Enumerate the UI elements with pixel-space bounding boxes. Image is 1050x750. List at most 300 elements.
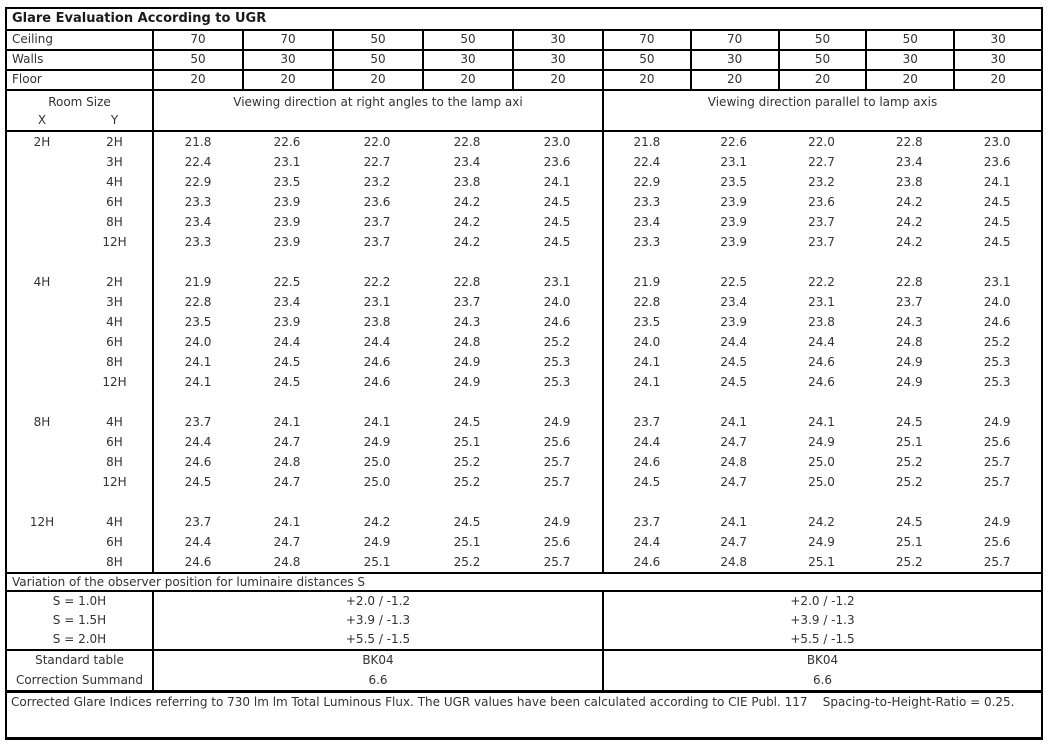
room-x-label [7,352,77,372]
ugr-value: 24.5 [273,375,301,389]
ugr-row [7,352,1041,372]
ugr-value: 23.9 [720,235,748,249]
ugr-value: 25.0 [808,475,835,489]
room-y-label: 12H [102,235,127,249]
ugr-row [7,272,1041,292]
ugr-value: 25.2 [895,475,923,489]
x-header: X [37,113,47,127]
standard-label: Correction Summand [15,672,144,687]
ugr-value: 24.5 [273,355,301,369]
ugr-value: 24.5 [543,215,571,229]
gap-x-cell [7,492,77,512]
ugr-value: 25.6 [983,435,1011,449]
surface-row [7,31,1041,51]
xy-header [7,112,152,128]
room-x-label [7,172,77,192]
ugr-value: 24.6 [152,452,242,472]
s-correction-right: +5.5 / -1.5 [602,630,1041,649]
ugr-value: 25.6 [543,435,571,449]
ugr-value: 23.4 [602,212,690,232]
ugr-value: 25.2 [453,455,481,469]
ugr-value: 25.2 [895,555,923,569]
surface-value: 50 [422,31,512,49]
ugr-value: 25.2 [895,455,923,469]
ugr-value: 25.7 [543,555,571,569]
ugr-value: 24.0 [983,295,1011,309]
ugr-row [7,212,1041,232]
ugr-value: 24.8 [720,555,748,569]
gap-cell [242,252,332,272]
ugr-value: 23.7 [363,235,391,249]
room-x-label [7,552,77,572]
ugr-value: 25.7 [543,455,571,469]
ugr-value: 24.5 [152,472,242,492]
ugr-value: 24.5 [983,215,1011,229]
ugr-value: 24.5 [453,515,481,529]
ugr-value: 24.7 [273,475,301,489]
ugr-value: 24.1 [983,175,1011,189]
room-y-label: 4H [106,415,123,429]
gap-y-cell [77,492,152,512]
ugr-value: 25.1 [363,555,391,569]
ugr-value: 22.8 [453,275,481,289]
room-y-label: 4H [106,315,123,329]
standard-table-rows [7,649,1041,690]
ugr-value: 22.8 [453,135,481,149]
surface-value: 30 [242,51,332,69]
ugr-value: 22.9 [602,172,690,192]
ugr-value: 24.1 [720,515,748,529]
ugr-value: 22.5 [273,275,301,289]
ugr-value: 24.1 [152,372,242,392]
gap-cell [242,392,332,412]
ugr-row [7,132,1041,152]
surface-value: 30 [512,51,602,69]
ugr-value: 23.7 [152,512,242,532]
ugr-value: 25.3 [983,355,1011,369]
room-y-label: 2H [106,275,123,289]
ugr-value: 23.5 [152,312,242,332]
gap-cell [865,492,953,512]
room-x-label [7,452,77,472]
surface-value: 30 [512,31,602,49]
ugr-value: 23.4 [453,155,481,169]
ugr-value: 24.1 [543,175,571,189]
surface-label: Ceiling [12,32,53,46]
ugr-value: 23.6 [543,155,571,169]
ugr-value: 25.2 [453,475,481,489]
ugr-value: 24.4 [602,432,690,452]
surface-value: 20 [512,71,602,89]
ugr-value: 24.9 [808,435,835,449]
surface-label: Floor [12,72,42,86]
ugr-value: 24.5 [720,355,748,369]
ugr-value: 24.1 [152,352,242,372]
ugr-value: 24.8 [453,335,481,349]
room-y-label: 3H [106,295,123,309]
gap-x-cell [7,392,77,412]
room-y-label: 6H [106,535,123,549]
gap-cell [152,492,242,512]
surface-value: 20 [152,71,242,89]
gap-cell [690,392,778,412]
room-x-label: 12H [29,515,55,529]
surface-value: 70 [152,31,242,49]
ugr-value: 25.7 [983,555,1011,569]
ugr-value: 23.7 [152,412,242,432]
ugr-value: 24.5 [543,195,571,209]
ugr-value: 23.3 [602,192,690,212]
ugr-value: 24.4 [808,335,835,349]
ugr-value: 23.9 [720,195,748,209]
room-x-label: 2H [33,135,51,149]
ugr-value: 25.6 [983,535,1011,549]
ugr-value: 25.2 [983,335,1011,349]
ugr-value: 23.7 [363,215,391,229]
ugr-value: 24.4 [363,335,391,349]
room-x-label [7,532,77,552]
gap-y-cell [77,252,152,272]
gap-cell [422,392,512,412]
standard-value-right: BK04 [602,651,1041,671]
ugr-value: 24.2 [453,235,481,249]
ugr-value: 23.4 [273,295,301,309]
surface-value: 20 [242,71,332,89]
ugr-value: 24.2 [453,195,481,209]
ugr-value: 24.9 [808,535,835,549]
surface-value: 20 [953,71,1041,89]
ugr-value: 23.8 [363,315,391,329]
ugr-row [7,232,1041,252]
surface-value: 50 [778,51,866,69]
ugr-value: 25.7 [983,455,1011,469]
ugr-value: 22.0 [363,135,391,149]
s-correction-left: +3.9 / -1.3 [152,611,602,630]
ugr-value: 25.3 [983,375,1011,389]
surface-value: 30 [422,51,512,69]
standard-row [7,671,1041,691]
gap-cell [953,252,1041,272]
gap-cell [778,492,866,512]
observer-distance-row [7,611,1041,630]
surface-value: 20 [690,71,778,89]
gap-cell [953,492,1041,512]
surface-value: 50 [778,31,866,49]
ugr-value: 25.7 [983,475,1011,489]
ugr-value: 22.8 [895,135,923,149]
ugr-value: 25.1 [453,535,481,549]
ugr-value: 24.7 [273,435,301,449]
gap-cell [953,392,1041,412]
gap-cell [778,252,866,272]
room-y-label: 6H [106,195,123,209]
observer-distance-row [7,592,1041,611]
ugr-value: 23.6 [983,155,1011,169]
ugr-row [7,152,1041,172]
ugr-value: 24.5 [895,415,923,429]
surface-value: 20 [422,71,512,89]
surface-value: 50 [602,51,690,69]
ugr-value: 24.0 [602,332,690,352]
room-y-label: 8H [106,355,123,369]
surface-value: 70 [602,31,690,49]
standard-value-right: 6.6 [602,671,1041,691]
ugr-value: 23.2 [363,175,391,189]
room-x-label [7,332,77,352]
surface-row [7,71,1041,91]
gap-cell [865,392,953,412]
room-x-label [7,372,77,392]
surface-label: Walls [12,52,44,66]
ugr-value: 24.9 [543,515,571,529]
ugr-value: 24.6 [602,452,690,472]
ugr-value: 24.9 [983,415,1011,429]
standard-value-left: 6.6 [152,671,602,691]
ugr-value: 24.9 [453,375,481,389]
ugr-value: 24.2 [363,515,391,529]
ugr-value: 23.8 [895,175,923,189]
ugr-value: 22.5 [720,275,748,289]
ugr-row [7,332,1041,352]
surface-reflectance-rows [7,31,1041,91]
ugr-value: 24.5 [720,375,748,389]
ugr-value: 23.0 [983,135,1011,149]
ugr-value: 25.0 [808,455,835,469]
gap-cell [602,252,690,272]
ugr-value: 24.4 [602,532,690,552]
ugr-value: 24.1 [363,415,391,429]
ugr-value: 24.5 [602,472,690,492]
surface-value: 50 [865,31,953,49]
ugr-value: 25.1 [895,535,923,549]
ugr-value: 25.6 [543,535,571,549]
ugr-value: 22.9 [152,172,242,192]
ugr-value: 23.9 [273,195,301,209]
ugr-row [7,412,1041,432]
ugr-value: 23.7 [602,412,690,432]
block-gap-row [7,492,1041,512]
ugr-value: 24.2 [895,195,923,209]
ugr-value: 23.3 [152,232,242,252]
ugr-value: 23.3 [152,192,242,212]
ugr-value: 23.9 [273,235,301,249]
gap-cell [152,252,242,272]
room-x-label [7,152,77,172]
ugr-value: 24.8 [720,455,748,469]
ugr-value: 23.7 [602,512,690,532]
s-distance-label: S = 1.0H [52,594,107,608]
surface-value: 20 [332,71,422,89]
gap-cell [602,492,690,512]
ugr-value: 23.1 [983,275,1011,289]
surface-value: 70 [242,31,332,49]
ugr-value: 23.4 [152,212,242,232]
ugr-value: 22.8 [152,292,242,312]
room-x-label [7,472,77,492]
s-correction-left: +5.5 / -1.5 [152,630,602,649]
ugr-row [7,372,1041,392]
ugr-value: 23.5 [273,175,301,189]
gap-x-cell [7,252,77,272]
ugr-row [7,532,1041,552]
ugr-value: 24.4 [273,335,301,349]
ugr-data-area [7,132,1041,572]
ugr-value: 24.0 [543,295,571,309]
gap-cell [242,492,332,512]
ugr-value: 23.9 [273,215,301,229]
ugr-value: 23.1 [808,295,835,309]
ugr-value: 24.9 [543,415,571,429]
room-x-label [7,432,77,452]
ugr-value: 23.0 [543,135,571,149]
ugr-value: 24.1 [808,415,835,429]
ugr-value: 24.1 [602,352,690,372]
surface-value: 20 [602,71,690,89]
gap-cell [512,252,602,272]
room-y-label: 4H [106,515,123,529]
ugr-value: 23.9 [720,315,748,329]
room-size-header [7,91,152,130]
surface-value: 30 [690,51,778,69]
gap-cell [778,392,866,412]
ugr-value: 24.6 [602,552,690,572]
ugr-value: 25.3 [543,375,571,389]
room-x-label [7,232,77,252]
ugr-value: 22.7 [808,155,835,169]
ugr-value: 25.3 [543,355,571,369]
ugr-row [7,512,1041,532]
gap-cell [332,492,422,512]
room-y-label: 6H [106,435,123,449]
variation-section-title: Variation of the observer position for luminaire distances S [7,572,1041,592]
ugr-value: 23.1 [273,155,301,169]
surface-value: 30 [953,51,1041,69]
ugr-value: 24.9 [363,535,391,549]
gap-cell [602,392,690,412]
ugr-row [7,172,1041,192]
s-distance-label: S = 1.5H [52,613,107,627]
table-header-row [7,91,1041,132]
ugr-value: 23.8 [453,175,481,189]
surface-value: 20 [778,71,866,89]
ugr-value: 23.8 [808,315,835,329]
ugr-value: 24.5 [895,515,923,529]
ugr-value: 24.9 [363,435,391,449]
ugr-value: 22.2 [808,275,835,289]
ugr-value: 25.0 [363,475,391,489]
gap-cell [152,392,242,412]
surface-value: 20 [865,71,953,89]
room-y-label: 12H [102,375,127,389]
ugr-value: 23.9 [720,215,748,229]
right-angles-header: Viewing direction at right angles to the lamp axi [152,91,602,130]
ugr-value: 21.9 [602,272,690,292]
room-y-label: 8H [106,455,123,469]
ugr-value: 24.2 [808,515,835,529]
table-title: Glare Evaluation According to UGR [7,9,1041,31]
ugr-value: 23.1 [363,295,391,309]
gap-cell [865,252,953,272]
ugr-value: 25.1 [808,555,835,569]
room-x-label [7,292,77,312]
ugr-value: 24.6 [543,315,571,329]
y-header: Y [110,113,119,127]
ugr-value: 23.7 [808,215,835,229]
ugr-value: 24.8 [895,335,923,349]
ugr-value: 22.4 [602,152,690,172]
ugr-row [7,432,1041,452]
ugr-value: 23.6 [808,195,835,209]
ugr-value: 24.8 [273,555,301,569]
ugr-row [7,552,1041,572]
ugr-value: 24.2 [895,215,923,229]
gap-cell [422,252,512,272]
ugr-value: 23.5 [720,175,748,189]
ugr-value: 24.3 [453,315,481,329]
ugr-value: 24.0 [152,332,242,352]
ugr-value: 24.6 [808,355,835,369]
footer-note: Corrected Glare Indices referring to 730 lm lm Total Luminous Flux. The UGR values have been calculated according to CIE Publ. 117 Spacing-to-Height-Ratio = 0.25. [7,690,1041,737]
ugr-value: 25.1 [895,435,923,449]
block-gap-row [7,252,1041,272]
ugr-value: 23.5 [602,312,690,332]
ugr-value: 23.1 [543,275,571,289]
standard-row [7,651,1041,671]
surface-value: 30 [865,51,953,69]
ugr-value: 24.1 [720,415,748,429]
s-correction-right: +2.0 / -1.2 [602,592,1041,611]
ugr-value: 23.1 [720,155,748,169]
ugr-value: 21.8 [152,132,242,152]
surface-value: 30 [953,31,1041,49]
ugr-value: 24.4 [720,335,748,349]
ugr-value: 22.8 [602,292,690,312]
observer-variation-rows [7,592,1041,649]
ugr-value: 24.9 [895,355,923,369]
room-y-label: 8H [106,215,123,229]
ugr-row [7,452,1041,472]
ugr-value: 22.7 [363,155,391,169]
ugr-value: 22.2 [363,275,391,289]
ugr-value: 25.0 [363,455,391,469]
surface-value: 50 [152,51,242,69]
gap-cell [512,492,602,512]
ugr-value: 24.5 [983,195,1011,209]
surface-value: 50 [332,31,422,49]
surface-value: 50 [332,51,422,69]
ugr-value: 23.3 [602,232,690,252]
room-size-label: Room Size [48,95,111,109]
gap-cell [332,252,422,272]
ugr-value: 24.4 [152,532,242,552]
room-y-label: 6H [106,335,123,349]
ugr-value: 23.4 [895,155,923,169]
s-correction-right: +3.9 / -1.3 [602,611,1041,630]
ugr-value: 24.9 [895,375,923,389]
ugr-value: 24.7 [273,535,301,549]
ugr-value: 24.2 [453,215,481,229]
observer-distance-row [7,630,1041,649]
ugr-value: 23.7 [895,295,923,309]
ugr-value: 24.7 [720,535,748,549]
ugr-value: 24.6 [363,375,391,389]
ugr-value: 24.3 [895,315,923,329]
surface-value: 70 [690,31,778,49]
ugr-value: 23.4 [720,295,748,309]
ugr-value: 22.8 [895,275,923,289]
gap-cell [690,492,778,512]
ugr-value: 25.2 [543,335,571,349]
